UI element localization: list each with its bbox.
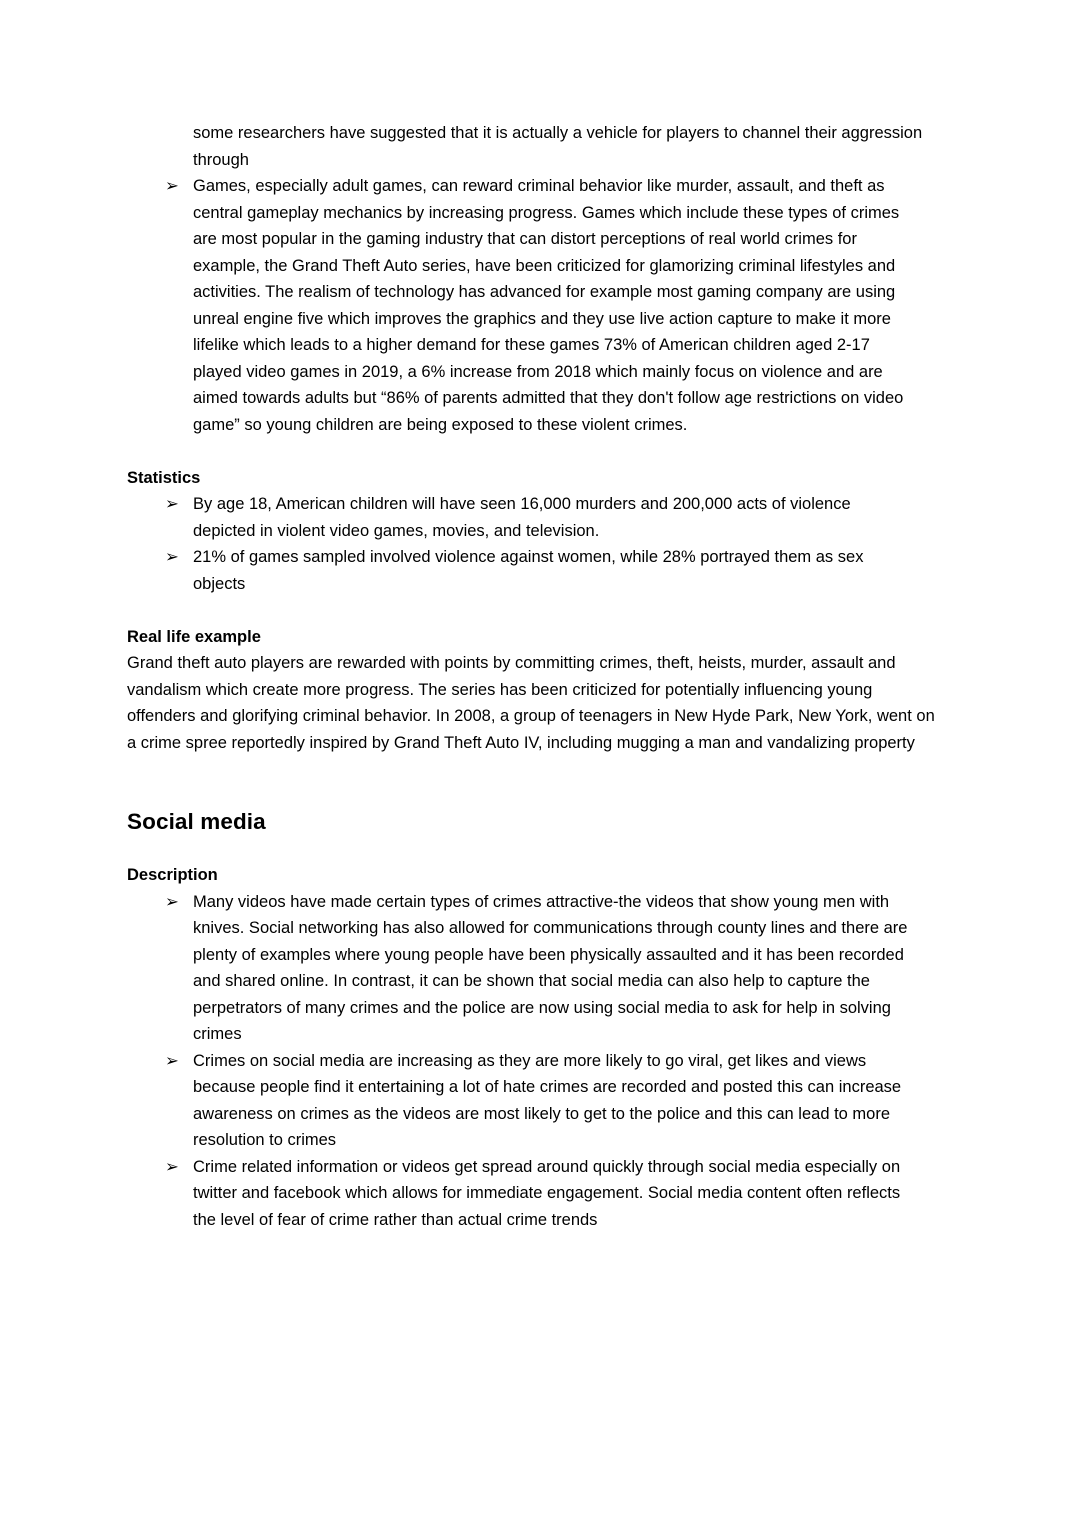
list-item [165, 544, 917, 597]
real-life-example-heading: Real life example [127, 627, 261, 646]
arrowhead-bullet-icon: ➢ [165, 1157, 179, 1176]
video-games-description-list [127, 173, 945, 438]
statistics-list [127, 491, 945, 597]
spacer [127, 836, 945, 863]
list-item [165, 889, 917, 1048]
list-item-text: Many videos have made certain types of crimes attractive-the videos that show young men with knives. Social networking has also allowed for communications through county lines and there are plenty of examples where young people have been physically assaulted and it has been recorded and shared online. In contrast, it can be shown that social media can also help to capture the perpetrators of many crimes and the police are now using social media to ask for help in solving crimes [193, 892, 908, 1043]
continuation-paragraph: some researchers have suggested that it is actually a vehicle for players to channel their aggression through [193, 124, 923, 169]
list-item-text: By age 18, American children will have seen 16,000 murders and 200,000 acts of violence depicted in violent video games, movies, and television. [193, 495, 851, 540]
arrowhead-bullet-icon: ➢ [165, 1051, 179, 1070]
arrowhead-bullet-icon: ➢ [165, 177, 179, 195]
list-item [165, 1048, 917, 1154]
list-item-text: 21% of games sampled involved violence against women, while 28% portrayed them as sex objects [193, 548, 864, 593]
list-item-text: Crimes on social media are increasing as they are more likely to go viral, get likes and views because people find it entertaining a lot of hate crimes are recorded and posted this can increase awareness on crimes as the videos are most likely to get to the police and this can lead to more resolution to crimes [193, 1051, 902, 1149]
spacer [127, 597, 945, 624]
spacer [127, 438, 945, 465]
description-heading: Description [127, 866, 218, 884]
social-media-description-list [127, 889, 945, 1234]
list-item [165, 1154, 917, 1234]
statistics-heading: Statistics [127, 468, 201, 487]
list-item [165, 491, 917, 544]
list-item-text: Crime related information or videos get spread around quickly through social media especially on twitter and facebook which allows for immediate engagement. Social media content often reflects the level of fear of crime rather than actual crime trends [193, 1157, 901, 1229]
real-life-example-paragraph: Grand theft auto players are rewarded with points by committing crimes, theft, heists, murder, assault and vandalism which create more progress. The series has been criticized for potentially influencing young offenders and glorifying criminal behavior. In 2008, a group of teenagers in New Hyde Park, New York, went on a crime spree reportedly inspired by Grand Theft Auto IV, including mugging a man and vandalizing property [127, 654, 935, 752]
arrowhead-bullet-icon: ➢ [165, 892, 179, 911]
spacer [127, 756, 945, 809]
page-title: Social media [127, 809, 266, 834]
arrowhead-bullet-icon: ➢ [165, 495, 179, 513]
list-item [165, 173, 917, 438]
list-item-text: Games, especially adult games, can reward criminal behavior like murder, assault, and theft as central gameplay mechanics by increasing progress. Games which include these types of crimes are most popular in the gaming industry that can distort perceptions of real world crimes for example, the Grand Theft Auto series, have been criticized for glamorizing criminal lifestyles and activities. The realism of technology has advanced for example most gaming company are using unreal engine five which improves the graphics and they use live action capture to make it more lifelike which leads to a higher demand for these games 73% of American children aged 2-17 played video games in 2019, a 6% increase from 2018 which mainly focus on violence and are aimed towards adults but “86% of parents admitted that they don't follow age restrictions on video game” so young children are being exposed to these violent crimes. [193, 177, 904, 434]
document-body [127, 120, 945, 1233]
arrowhead-bullet-icon: ➢ [165, 548, 179, 566]
